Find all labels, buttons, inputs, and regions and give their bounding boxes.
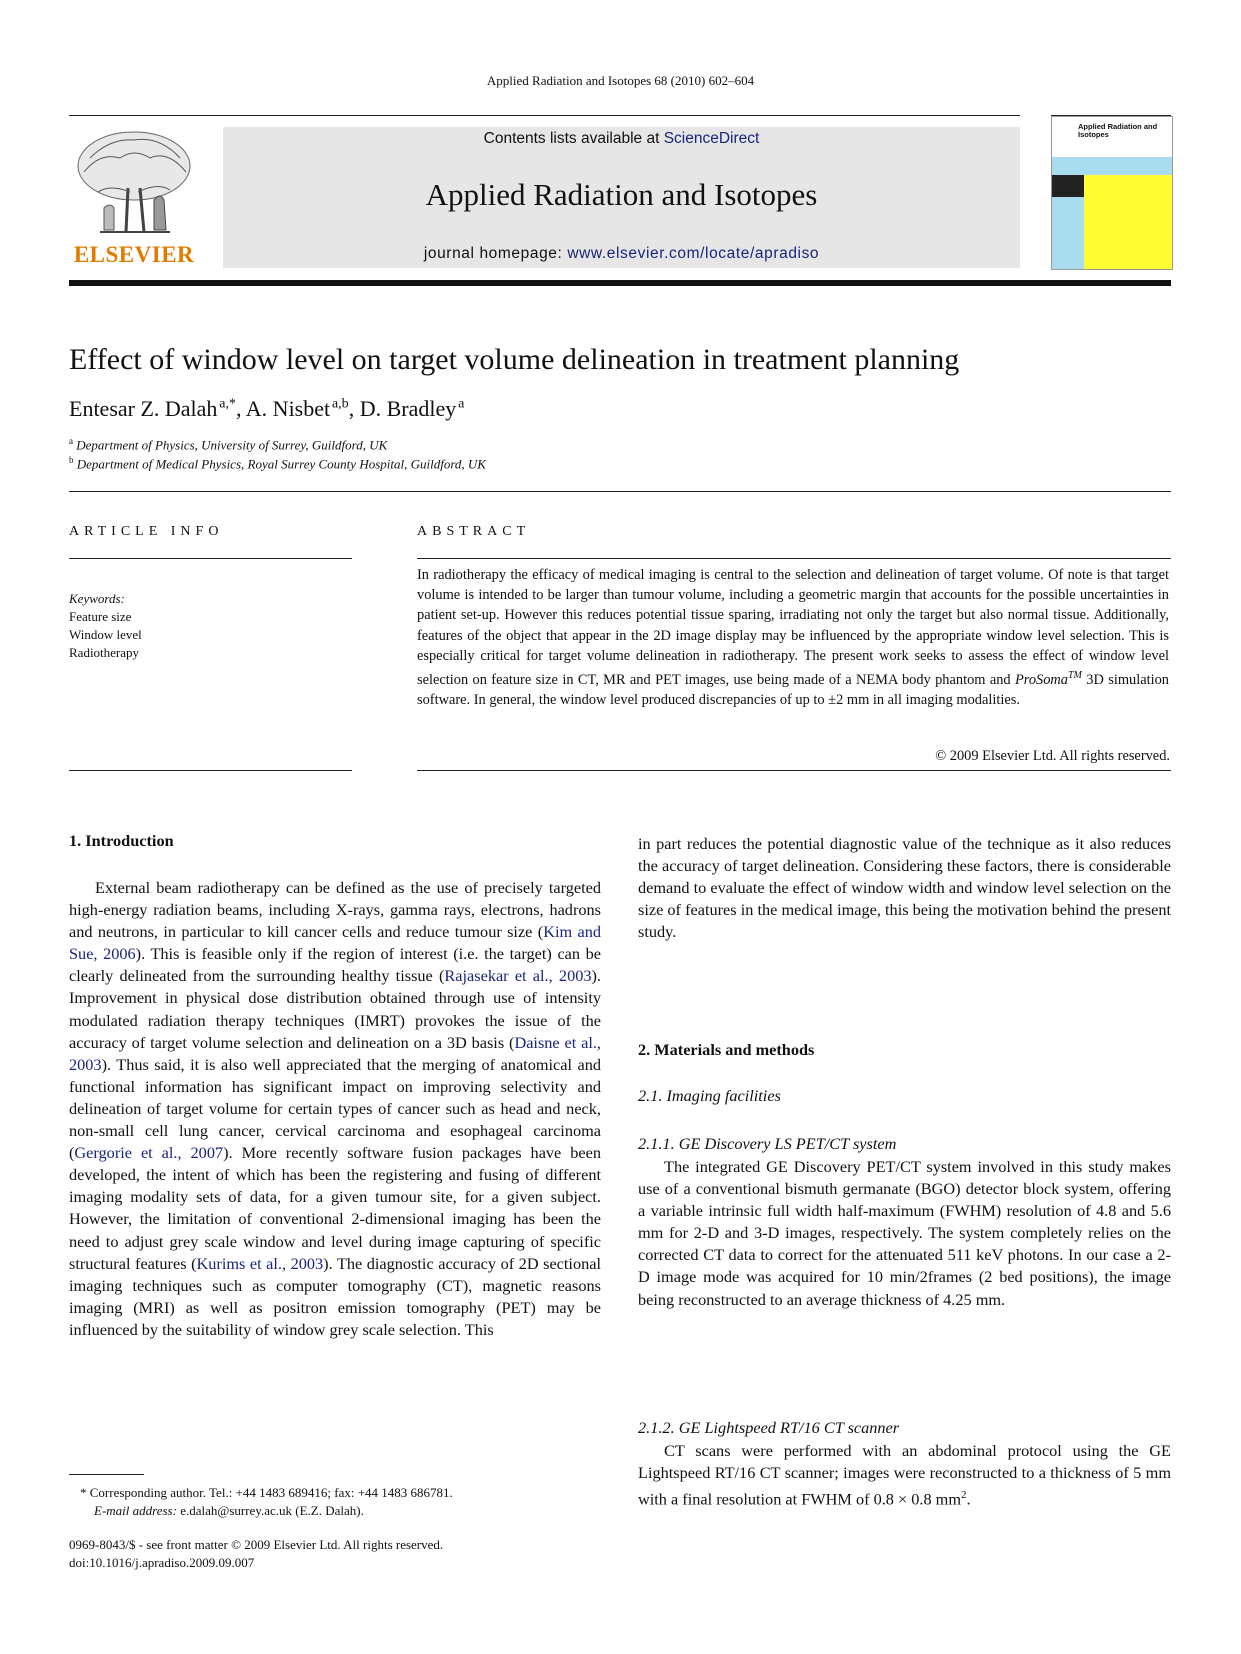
homepage-prefix: journal homepage: xyxy=(423,245,568,262)
homepage-link[interactable]: www.elsevier.com/locate/apradiso xyxy=(567,245,820,262)
pet-ct-text: The integrated GE Discovery PET/CT system involved in this study makes use of a conventional bismuth germanate (BGO) detector block system, offering a variable intrinsic full width half-maximum (FWHM) resolution of 4.8 and 5.6 mm for 2-D and 3-D images, respectively. The system completely relies on the corrected CT data to correct for the attenuated 511 keV photons. In our case a 2-D image mode was acquired for 10 min/2frames (2 bed positions), the image being reconstructed to an average thickness of 4.25 mm. xyxy=(638,1157,1171,1309)
keyword-item: Feature size xyxy=(69,609,132,624)
author-name: Entesar Z. Dalah xyxy=(69,396,218,421)
ct-scanner-text: CT scans were performed with an abdominal protocol using the GE Lightspeed RT/16 CT scanner; images were reconstructed to a thickness of 5 mm with a final resolution at FWHM of 0.8 × 0.8 mm xyxy=(638,1441,1171,1509)
masthead-thick-rule xyxy=(69,280,1171,286)
journal-cover-thumbnail xyxy=(1051,116,1173,270)
affil-text: Department of Physics, University of Surrey, Guildford, UK xyxy=(76,437,388,453)
intro-continuation xyxy=(638,833,1171,943)
intro-text: External beam radiotherapy can be defined as the use of precisely targeted high-energy radiation beams, including X-rays, gamma rays, electrons, hadrons and neutrons, in particular to kill cancer cells and reduce tumour size ( xyxy=(69,878,601,942)
citation-link[interactable]: Kurims et al., 2003 xyxy=(196,1253,324,1273)
abstract-body-end: 3D simulation software. In general, the window level produced discrepancies of up to ±2 mm in all imaging modalities. xyxy=(417,671,1169,709)
cover-left-band xyxy=(1052,157,1084,269)
ct-scanner-text-end: . xyxy=(966,1489,971,1509)
affil-mark: b xyxy=(69,455,74,465)
tree-icon xyxy=(70,128,198,240)
author-name: D. Bradley xyxy=(359,396,457,421)
squared-mark: 2 xyxy=(961,1489,967,1502)
abstract-body: In radiotherapy the efficacy of medical imaging is central to the selection and delineation of target volume. Of note is that target volume is intended to be larger than tumour volume, including a geometric margin that accounts for the possible uncertainties in patient set-up. However this reduces potential tissue sparing, irradiating not only the target but also normal tissue. Additionally, features of the object that appear in the 2D image display may be influenced by the appropriate window level selection. This is especially critical for target volume delineation in radiotherapy. The present work seeks to assess the effect of window level selection on feature size in CT, MR and PET images, use being made of a NEMA body phantom and xyxy=(417,567,1169,688)
footnote-text: Corresponding author. Tel.: +44 1483 689416; fax: +44 1483 686781. xyxy=(86,1485,453,1500)
citation-link[interactable]: Gergorie et al., 2007 xyxy=(74,1143,224,1163)
doi-line[interactable]: doi:10.1016/j.apradiso.2009.09.007 xyxy=(69,1555,255,1570)
abstract-rule xyxy=(417,558,1171,559)
affil-mark: a xyxy=(69,436,73,446)
footnote-rule xyxy=(69,1474,144,1475)
masthead-top-rule xyxy=(69,115,1020,116)
software-trademark: TM xyxy=(1068,670,1082,682)
elsevier-logo-text: ELSEVIER xyxy=(73,242,195,267)
subsubsection-heading-ct-scanner: 2.1.2. GE Lightspeed RT/16 CT scanner xyxy=(638,1418,900,1437)
journal-banner xyxy=(223,127,1020,268)
issn-line: 0969-8043/$ - see front matter © 2009 Elsevier Ltd. All rights reserved. xyxy=(69,1537,444,1552)
author-list: Entesar Z. Dalah $^{a,*}$, A. Nisbet $^{a,b}$, D. Bradley $^a$ xyxy=(69,396,465,421)
affiliation-b xyxy=(69,455,486,472)
author-affil-mark: a,* xyxy=(219,396,236,412)
abstract-copyright: © 2009 Elsevier Ltd. All rights reserved. xyxy=(935,748,1170,764)
email-label: E-mail address: xyxy=(94,1503,177,1518)
citation-link[interactable]: Daisne et al., 2003 xyxy=(69,1032,602,1074)
contents-line xyxy=(223,130,1020,148)
elsevier-tree-logo xyxy=(70,128,198,240)
journal-title: Applied Radiation and Isotopes xyxy=(425,177,818,212)
author-name: A. Nisbet xyxy=(245,396,331,421)
pet-ct-paragraph xyxy=(638,1156,1171,1311)
email-footnote xyxy=(94,1502,364,1520)
article-info-rule xyxy=(69,558,352,559)
software-name: ProSoma xyxy=(1014,671,1068,688)
article-info-heading: ARTICLE INFO xyxy=(69,524,224,539)
subsection-heading-imaging-facilities: 2.1. Imaging facilities xyxy=(638,1086,781,1105)
affiliation-a xyxy=(69,436,387,453)
sciencedirect-link[interactable]: ScienceDirect xyxy=(663,130,760,147)
intro-text: ). More recently software fusion packages have been developed, the intent of which has been the registering and fusing of different imaging modality sets of data, for a given tumour site, for a given subject. However, the limitation of conventional 2-dimensional imaging has been the need to adjust grey scale window and level during image capturing of specific structural features ( xyxy=(69,1143,601,1273)
section-heading-introduction: 1. Introduction xyxy=(69,831,174,850)
author-affil-mark: a xyxy=(458,396,465,412)
intro-text: ). Thus said, it is also well appreciated that the merging of anatomical and functional information has significant impact on improving selectivity and delineation of target volume for certain types of cancer such as head and neck, non-small cell lung cancer, cervical carcinoma and esophageal carcinoma ( xyxy=(69,1054,601,1163)
homepage-line xyxy=(223,245,1020,263)
abstract-bottom-rule xyxy=(417,770,1171,771)
cover-atom-panel xyxy=(1052,175,1084,197)
intro-text: ). The diagnostic accuracy of 2D sectional imaging techniques such as computer tomography (CT), magnetic reasons imaging (MRI) as well as positron emission tomography (PET) may be influenced by the suitability of window grey scale selection. This xyxy=(69,1253,601,1339)
intro-continuation-text: in part reduces the potential diagnostic value of the technique as it also reduces the accuracy of target delineation. Considering these factors, there is considerable demand to evaluate the effect of window width and window level selection on the size of features in the medical image, this being the motivation behind the present study. xyxy=(638,834,1171,942)
article-title: Effect of window level on target volume delineation in treatment planning xyxy=(69,343,960,376)
subsubsection-heading-pet-ct: 2.1.1. GE Discovery LS PET/CT system xyxy=(638,1134,897,1153)
ct-scanner-paragraph xyxy=(638,1440,1171,1511)
abstract-heading: ABSTRACT xyxy=(417,524,531,539)
abstract-text xyxy=(417,565,1169,710)
affil-text: Department of Medical Physics, Royal Surrey County Hospital, Guildford, UK xyxy=(76,456,486,472)
running-head: Applied Radiation and Isotopes 68 (2010) 602–604 xyxy=(486,73,755,88)
footnote-mark: * xyxy=(80,1485,87,1500)
corresponding-author-footnote xyxy=(80,1484,453,1502)
email-address[interactable]: e.dalah@surrey.ac.uk (E.Z. Dalah). xyxy=(176,1503,364,1518)
author-affil-mark: a,b xyxy=(331,396,349,412)
citation-link[interactable]: Rajasekar et al., 2003 xyxy=(444,966,592,986)
article-info-bottom-rule xyxy=(69,770,352,771)
cover-title: Applied Radiation and Isotopes xyxy=(1078,122,1158,139)
keywords-label: Keywords: xyxy=(69,591,125,606)
intro-text: ). This is feasible only if the region of interest (i.e. the target) can be clearly delineated from the surrounding healthy tissue ( xyxy=(69,944,602,986)
header-bottom-rule xyxy=(69,491,1171,492)
keyword-item: Window level xyxy=(69,627,142,642)
intro-text: ). Improvement in physical dose distribution obtained through use of intensity modulated radiation therapy techniques (IMRT) provokes the issue of the accuracy of target volume selection and delineation on a 3D basis ( xyxy=(69,966,601,1052)
cover-band xyxy=(1084,157,1172,175)
intro-paragraph xyxy=(69,877,601,1341)
citation-link[interactable]: Kim and Sue, 2006 xyxy=(69,922,601,964)
keyword-item: Radiotherapy xyxy=(69,645,140,660)
contents-prefix: Contents lists available at xyxy=(483,130,664,147)
section-heading-methods: 2. Materials and methods xyxy=(638,1040,815,1059)
